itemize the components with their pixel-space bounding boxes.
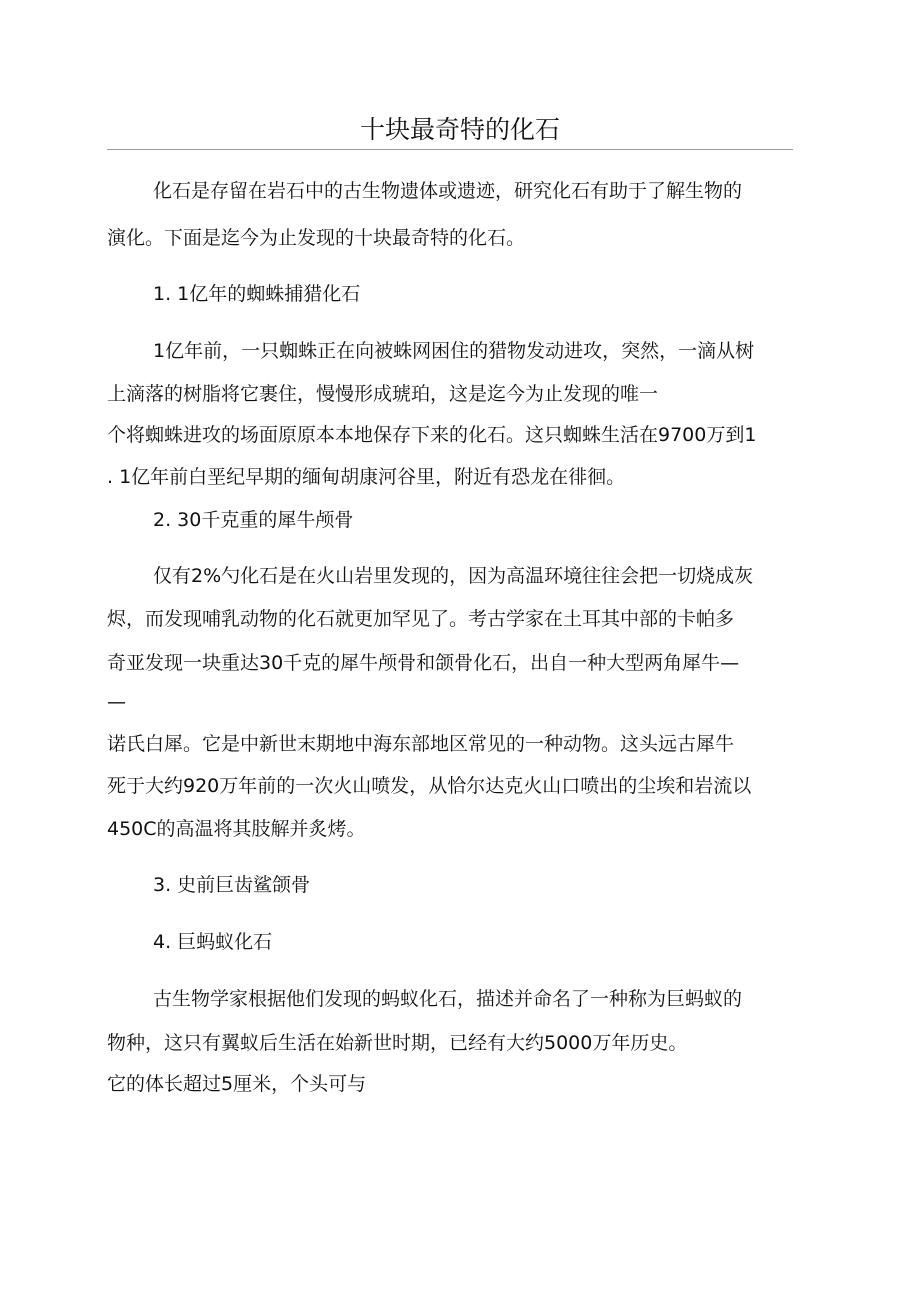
paragraph-line: 1亿年前，一只蜘蛛正在向被蛛网困住的猎物发动进攻，突然，一滴从树: [153, 340, 755, 362]
paragraph-line: 死于大约920万年前的一次火山喷发，从恰尔达克火山口喷出的尘埃和岩流以: [107, 775, 752, 797]
document-title: 十块最奇特的化石: [359, 115, 560, 144]
section-heading: 2. 30千克重的犀牛颅骨: [153, 509, 354, 531]
paragraph-line: 烬，而发现哺乳动物的化石就更加罕见了。考古学家在土耳其中部的卡帕多: [107, 608, 735, 630]
paragraph-line: 古生物学家根据他们发现的蚂蚁化石，描述并命名了一种称为巨蚂蚁的: [153, 988, 743, 1010]
paragraph-line: 仅有2%勺化石是在火山岩里发现的，因为高温环境往往会把一切烧成灰: [153, 565, 754, 587]
section-heading: 4. 巨蚂蚁化石: [153, 931, 273, 953]
paragraph-line: 演化。下面是迄今为止发现的十块最奇特的化石。: [107, 227, 526, 249]
paragraph-line: 450C的高温将其肢解并炙烤。: [107, 818, 366, 840]
paragraph-line: 物种，这只有翼蚁后生活在始新世时期，已经有大约5000万年历史。: [107, 1032, 688, 1054]
paragraph-line: 诺氏白犀。它是中新世末期地中海东部地区常见的一种动物。这头远古犀牛: [107, 733, 735, 755]
paragraph-line: 奇亚发现一块重达30千克的犀牛颅骨和颌骨化石，出自一种大型两角犀牛—: [107, 652, 740, 674]
paragraph-line: 化石是存留在岩石中的古生物遗体或遗迹，研究化石有助于了解生物的: [153, 180, 743, 202]
title-divider: [107, 149, 793, 150]
section-heading: 1. 1亿年的蜘蛛捕猎化石: [153, 283, 361, 305]
paragraph-line: 它的体长超过5厘米，个头可与: [107, 1073, 367, 1095]
paragraph-line: 个将蜘蛛进攻的场面原原本本地保存下来的化石。这只蜘蛛生活在9700万到1: [107, 424, 757, 446]
paragraph-line: . 1亿年前白垩纪早期的缅甸胡康河谷里，附近有恐龙在徘徊。: [107, 466, 626, 488]
section-heading: 3. 史前巨齿鲨颌骨: [153, 874, 311, 896]
paragraph-line: 上滴落的树脂将它裹住，慢慢形成琥珀，这是迄今为止发现的唯一: [107, 383, 659, 405]
paragraph-line: —: [107, 691, 126, 713]
